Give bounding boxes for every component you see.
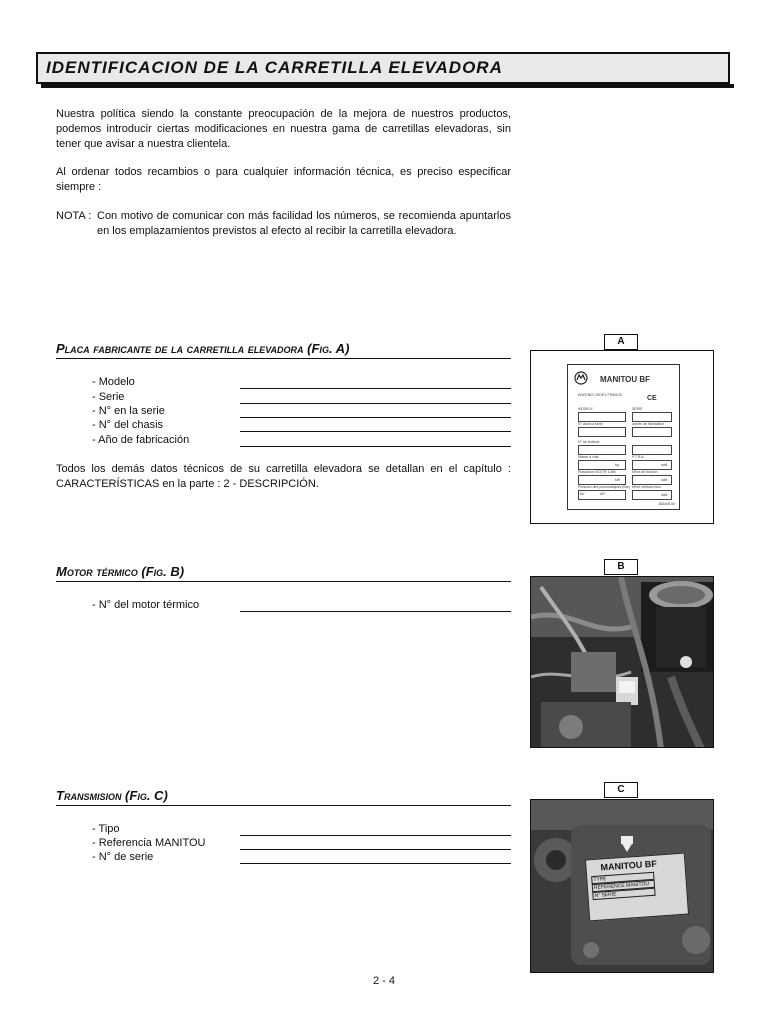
plate-unit-dan-2: daN bbox=[661, 478, 668, 482]
section-a-title: Placa fabricante de la carretilla elevadora (Fig. A) bbox=[56, 341, 511, 359]
manufacturer-plate bbox=[567, 364, 680, 510]
figure-b-tag: B bbox=[604, 559, 638, 575]
plate-label-pression: Pression des pneumatiques (Bar) bbox=[578, 485, 630, 489]
figure-c-tag: C bbox=[604, 782, 638, 798]
plate-cell bbox=[632, 427, 672, 437]
field-numero-serie-c-label: - N° de serie bbox=[92, 851, 154, 863]
field-motor-label: - N° del motor térmico bbox=[92, 599, 200, 611]
plate-label-effort: Effort de traction bbox=[632, 470, 658, 474]
engine-photo-illustration bbox=[531, 577, 714, 748]
plate-label-masse: Masse à vide bbox=[578, 455, 599, 459]
plate-unit-av: AV bbox=[580, 492, 585, 496]
field-serie-line[interactable] bbox=[240, 403, 511, 404]
section-a-note: Todos los demás datos técnicos de su carretilla elevadora se detallan en el capítulo : CARACTERÍSTICAS en la parte : 2 - DESCRIPCIÓN. bbox=[56, 463, 511, 490]
plate-label-vertical: Effort vertical maxi bbox=[632, 485, 661, 489]
manitou-logo-icon bbox=[574, 371, 588, 385]
plate-cell bbox=[578, 445, 626, 455]
section-c-title: Transmision (Fig. C) bbox=[56, 788, 511, 806]
field-numero-serie-c-line[interactable] bbox=[240, 863, 511, 864]
field-referencia-label: - Referencia MANITOU bbox=[92, 837, 206, 849]
intro-paragraph-2: Al ordenar todos recambios o para cualquier información técnica, es preciso especificar siempre : bbox=[56, 166, 511, 193]
field-numero-serie-line[interactable] bbox=[240, 417, 511, 418]
figure-c-transmission-photo bbox=[530, 799, 714, 973]
nota-label: NOTA : bbox=[56, 210, 92, 222]
plate-label-modele: MODELE bbox=[578, 407, 593, 411]
plate-label-chassis: N° de châssis bbox=[578, 440, 600, 444]
plate-unit-dan-3: daN bbox=[661, 493, 668, 497]
transmission-plate-serie: N° SERIE bbox=[592, 888, 655, 900]
page-number: 2 - 4 bbox=[372, 975, 395, 987]
plate-subtitle: ANCENIS CEDEX FRANCE bbox=[578, 393, 622, 397]
transmission-plate bbox=[585, 853, 689, 922]
intro-paragraph-1: Nuestra política siendo la constante preocupación de la mejora de nuestros productos, podemos introducir ciertas modificaciones en nuestra gama de carretillas elevadoras, sin tener que avisar a nuestra clientela. bbox=[56, 108, 511, 150]
plate-cell bbox=[578, 412, 626, 422]
plate-label-num-serie: N° dans la série bbox=[578, 422, 603, 426]
field-modelo-line[interactable] bbox=[240, 388, 511, 389]
plate-unit-ar: AR bbox=[600, 492, 605, 496]
plate-unit-kw: kW bbox=[615, 478, 621, 482]
plate-label-puissance: Puissance ISO/TR 1496 bbox=[578, 470, 616, 474]
ce-mark: CE bbox=[647, 395, 657, 402]
plate-label-serie: SERIE bbox=[632, 407, 643, 411]
field-tipo-line[interactable] bbox=[240, 835, 511, 836]
field-modelo-label: - Modelo bbox=[92, 376, 135, 388]
title-banner bbox=[36, 52, 730, 84]
field-ano-label: - Año de fabricación bbox=[92, 434, 190, 446]
field-ano-line[interactable] bbox=[240, 446, 511, 447]
plate-cell bbox=[632, 445, 672, 455]
plate-label-annee: Année de fabrication bbox=[632, 422, 665, 426]
field-numero-serie-label: - N° en la serie bbox=[92, 405, 165, 417]
plate-reference: 163449-00 bbox=[658, 502, 675, 506]
page-title: IDENTIFICACION DE LA CARRETILLA ELEVADORA bbox=[46, 58, 503, 77]
field-tipo-label: - Tipo bbox=[92, 823, 120, 835]
field-serie-label: - Serie bbox=[92, 391, 125, 403]
transmission-plate-brand: MANITOU BF bbox=[600, 858, 658, 873]
plate-cell bbox=[578, 427, 626, 437]
field-motor-line[interactable] bbox=[240, 611, 511, 612]
plate-label-ptra: P.T.R.A. bbox=[632, 455, 645, 459]
field-chasis-line[interactable] bbox=[240, 431, 511, 432]
transmission-plate-ref: REFERENCE MANITOU bbox=[592, 880, 655, 892]
plate-unit-kg: kg bbox=[615, 463, 619, 467]
plate-cell bbox=[632, 412, 672, 422]
field-referencia-line[interactable] bbox=[240, 849, 511, 850]
plate-brand: MANITOU BF bbox=[600, 375, 651, 384]
transmission-plate-type: TYPE bbox=[591, 872, 654, 884]
section-b-title: Motor térmico (Fig. B) bbox=[56, 564, 511, 582]
figure-a-tag: A bbox=[604, 334, 638, 350]
field-chasis-label: - N° del chasis bbox=[92, 419, 164, 431]
nota-text: Con motivo de comunicar con más facilidad los números, se recomienda apuntarlos en los emplazamientos previstos al efecto al recibir la carretilla elevadora. bbox=[97, 210, 511, 237]
figure-b-engine-photo bbox=[530, 576, 714, 748]
plate-unit-dan: daN bbox=[661, 463, 668, 467]
